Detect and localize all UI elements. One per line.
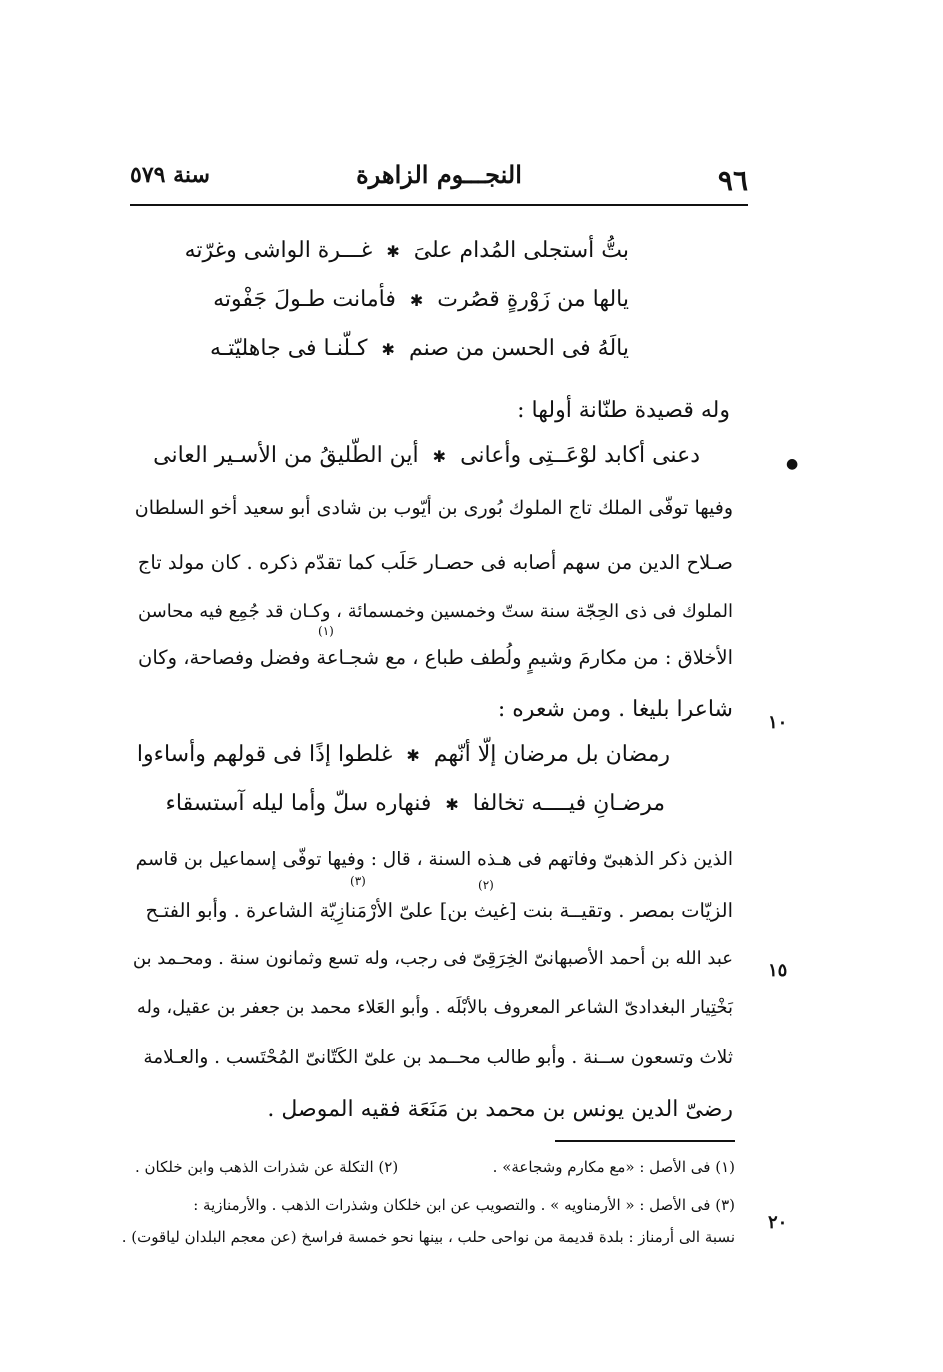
prose-line: شاعرا بليغا . ومن شعره : xyxy=(497,697,733,722)
running-title: النجـــوم الزاهرة xyxy=(356,160,522,189)
prose-line: بَخْتِيار البغدادىّ الشاعر المعروف بالأبْلَه . وأبو العَلاء محمد بن جعفر بن عقيل، وله xyxy=(136,997,733,1018)
footnote-ref: (١) xyxy=(318,624,334,638)
prose-line: وفيها توفّى الملك تاج الملوك بُورى بن أيّوب بن شادى أبو سعيد أخو السلطان xyxy=(134,497,733,519)
verse-hemistich: يالها من زَوْرةٍ قصُرت xyxy=(437,287,629,312)
star-separator-icon: ✱ xyxy=(432,447,447,466)
line-number: ١٠ xyxy=(768,712,788,733)
verse-line xyxy=(166,791,665,816)
verse-hemistich: رمضان بل مرضان إلّا أنّهم xyxy=(433,742,670,767)
line-number: ١٥ xyxy=(768,960,788,981)
verse-hemistich: بتُّ أستجلى المُدام علىَ xyxy=(413,238,629,263)
page-number: ٩٦ xyxy=(717,164,748,197)
verse-hemistich: يالَهُ فى الحسن من صنم xyxy=(408,336,629,361)
prose-line: الذين ذكر الذهبىّ وفاتهم فى هـذه السنة ، قال : وفيها توفّى إسماعيل بن قاسم xyxy=(135,849,733,870)
star-separator-icon: ✱ xyxy=(445,795,459,814)
bullet-dot-icon: ● xyxy=(786,456,799,472)
running-header xyxy=(130,158,748,198)
verse-line xyxy=(137,742,670,767)
verse-hemistich: دعنى أكابد لوْعَــتِى وأعانى xyxy=(460,443,700,468)
verse-hemistich: أين الطّليقُ من الأسـير العانى xyxy=(153,443,419,468)
star-separator-icon: ✱ xyxy=(381,340,395,359)
footnote: نسبة الى أرمناز : بلدة قديمة من نواحى حلب ، بينها نحو خمسة فراسخ (عن معجم البلدان لياقوت) . xyxy=(121,1228,735,1246)
footnote-rule xyxy=(555,1140,735,1142)
star-separator-icon: ✱ xyxy=(406,746,420,765)
star-separator-icon: ✱ xyxy=(409,291,424,310)
verse-line xyxy=(210,336,629,361)
footnote: (٣) فى الأصل : « الأرمناويه » . والتصويب عن ابن خلكان وشذرات الذهب . والأرمنازية : xyxy=(193,1196,735,1214)
verse-line xyxy=(213,287,629,312)
intro-line: وله قصيدة طنّانة أولها : xyxy=(517,398,730,423)
verse-line xyxy=(153,443,700,468)
prose-line: الأخلاق : من مكارمَ وشيمٍ ولُطف طباع ، مع شجـاعة وفضل وفصاحة، وكان xyxy=(138,646,733,669)
verse-hemistich: فنهاره سلّ وأما ليله آستسقاء xyxy=(165,791,432,816)
footnote: (٢) التكلة عن شذرات الذهب وابن خلكان . xyxy=(135,1158,399,1176)
prose-line: الزيّات بمصر . وتقيــة بنت [غيث بن] علىّ الأرْمَنازِيّة الشاعرة . وأبو الفتـح xyxy=(145,899,733,922)
footnote-ref: (٢) xyxy=(478,878,494,892)
header-rule xyxy=(130,204,748,206)
year-label: سنة ٥٧٩ xyxy=(130,162,210,188)
verse-hemistich: مرضـانِ فيــــه تخالفا xyxy=(472,791,665,816)
footnote: (١) فى الأصل : «مع مكارم وشجاعة» . xyxy=(492,1158,735,1176)
verse-hemistich: غلطوا إذًا فى قولهم وأساءوا xyxy=(136,742,393,767)
verse-line xyxy=(185,238,629,263)
star-separator-icon: ✱ xyxy=(386,242,400,261)
line-number: ٢٠ xyxy=(768,1212,788,1233)
prose-line: صـلاح الدين من سهم أصابه فى حصـار حَلَب كما تقدّم ذكره . كان مولد تاج xyxy=(137,551,733,574)
verse-hemistich: غـــرة الواشى وغرّته xyxy=(184,238,373,263)
footnote-ref: (٣) xyxy=(350,874,366,888)
prose-line: رضىّ الدين يونس بن محمد بن مَنَعَة فقيه الموصل . xyxy=(267,1097,733,1122)
prose-line: ثلاث وتسعون ســنة . وأبو طالب محــمد بن علىّ الكَتّانىّ المُحْتَسب . والعـلامة xyxy=(143,1047,733,1068)
prose-line: الملوك فى ذى الحِجّة سنة ستّ وخمسين وخمسمائة ، وكـان قد جُمِع فيه محاسن xyxy=(137,601,733,622)
verse-hemistich: فأمانت طـولَ جَفْوته xyxy=(213,287,396,312)
prose-line: عبد الله بن أحمد الأصبهانىّ الخِرَقِىّ فى رجب، وله تسع وثمانون سنة . ومحـمد بن xyxy=(132,948,733,969)
verse-hemistich: كـلّنـا فى جاهليّتـه xyxy=(210,336,368,361)
